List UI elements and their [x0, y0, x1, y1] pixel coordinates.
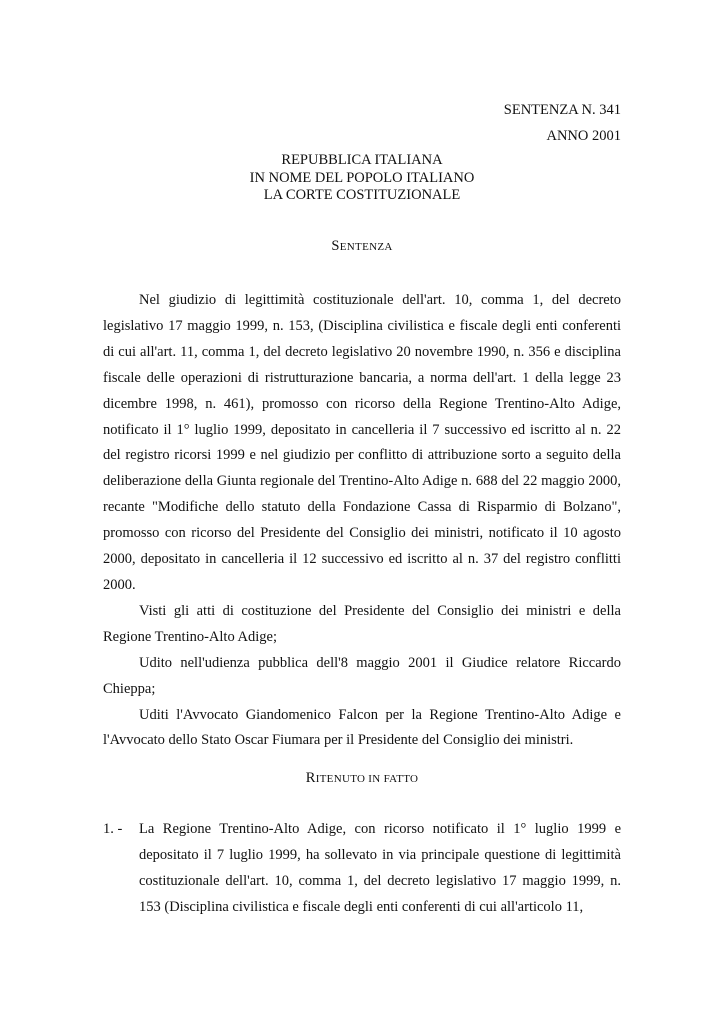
fact-list-item: [103, 817, 621, 921]
fact-item-text: La Regione Trentino-Alto Adige, con ricorso notificato il 1° luglio 1999 e depositato il 7 luglio 1999, ha sollevato in via principale questione di legittimità costituzionale dell'art. 10, comma 1, del decreto legislativo 17 maggio 1999, n. 153 (Disciplina civilistica e fiscale degli enti conferenti di cui all'articolo 11,: [139, 821, 621, 915]
paragraph-visti: Visti gli atti di costituzione del Presidente del Consiglio dei ministri e della Regione Trentino-Alto Adige;: [103, 602, 621, 645]
fact-item-number: 1. -: [103, 821, 123, 837]
fact-title-rest: ITENUTO IN FATTO: [315, 773, 419, 785]
court-line: LA CORTE COSTITUZIONALE: [263, 187, 461, 203]
paragraph-uditi: Uditi l'Avvocato Giandomenico Falcon per la Regione Trentino-Alto Adige e l'Avvocato dello Stato Oscar Fiumara per il Presidente del Consiglio dei ministri.: [103, 706, 621, 749]
section-title: [0, 238, 724, 255]
document-body: [103, 288, 621, 754]
sentenza-number: SENTENZA N. 341: [503, 102, 621, 118]
section-title-rest: ENTENZA: [339, 241, 393, 253]
fact-title-initial: R: [305, 770, 316, 786]
republic-line: REPUBBLICA ITALIANA: [281, 152, 443, 168]
section-title-initial: S: [331, 238, 340, 254]
sentenza-year: ANNO 2001: [546, 128, 621, 144]
paragraph-udito: Udito nell'udienza pubblica dell'8 maggio 2001 il Giudice relatore Riccardo Chieppa;: [103, 654, 621, 697]
paragraph-giudizio: Nel giudizio di legittimità costituzionale dell'art. 10, comma 1, del decreto legislativo 17 maggio 1999, n. 153, (Disciplina civilistica e fiscale degli enti conferenti di cui all'art. 11, comma 1, del decreto legislativo 20 novembre 1990, n. 356 e disciplina fiscale delle operazioni di ristrutturazione bancaria, a norma dell'art. 1 della legge 23 dicembre 1998, n. 461), promosso con ricorso della Regione Trentino-Alto Adige, notificato il 1° luglio 1999, depositato in cancelleria il 7 successivo ed iscritto al n. 22 del registro ricorsi 1999 e nel giudizio per conflitto di attribuzione sorto a seguito della deliberazione della Giunta regionale del Trentino-Alto Adige n. 688 del 22 maggio 2000, recante "Modifiche dello statuto della Fondazione Cassa di Risparmio di Bolzano", promosso con ricorso del Presidente del Consiglio dei ministri, notificato il 10 agosto 2000, depositato in cancelleria il 12 successivo ed iscritto al n. 37 del registro conflitti 2000.: [103, 292, 621, 593]
fact-section-title: [0, 770, 724, 787]
people-line: IN NOME DEL POPOLO ITALIANO: [249, 169, 475, 186]
court-header: [0, 152, 724, 205]
